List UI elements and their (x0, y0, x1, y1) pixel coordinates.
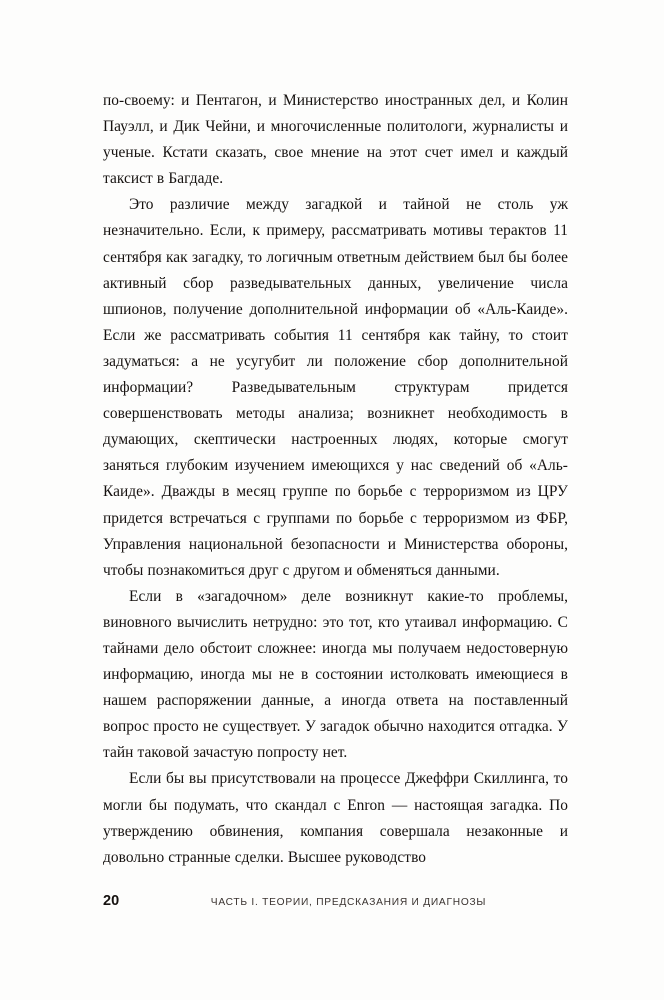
paragraph: Это различие между загадкой и тайной не столь уж незначительно. Если, к примеру, рассматривать мотивы терактов 11 сентября как загадку, то логичным ответным действием был бы более активный сбор разведывательных данных, увеличение числа шпионов, получение дополнительной информации об «Аль-Каиде». Если же рассматривать события 11 сентября как тайну, то стоит задуматься: а не усугубит ли положение сбор дополнительной информации? Разведывательным структурам придется совершенствовать методы анализа; возникнет необходимость в думающих, скептически настроенных людях, которые смогут заняться глубоким изучением имеющихся у нас сведений об «Аль-Каиде». Дважды в месяц группе по борьбе с терроризмом из ЦРУ придется встречаться с группами по борьбе с терроризмом из ФБР, Управления национальной безопасности и Министерства обороны, чтобы познакомиться друг с другом и обменяться данными. (103, 196, 568, 579)
page-number: 20 (103, 893, 120, 909)
running-head: ЧАСТЬ I. ТЕОРИИ, ПРЕДСКАЗАНИЯ И ДИАГНОЗЫ (210, 897, 487, 908)
body-text-column (103, 88, 568, 871)
page-footer (103, 893, 568, 909)
paragraph: по-своему: и Пентагон, и Министерство иностранных дел, и Колин Пауэлл, и Дик Чейни, и многочисленные политологи, журналисты и ученые. Кстати сказать, свое мнение на этот счет имел и каждый таксист в Багдаде. (103, 92, 568, 188)
paragraph: Если в «загадочном» деле возникнут какие-то проблемы, виновного вычислить нетрудно: это тот, кто утаивал информацию. С тайнами дело обстоит сложнее: иногда мы получаем недостоверную информацию, иногда мы не в состоянии истолковать имеющиеся в нашем распоряжении данные, а иногда ответа на поставленный вопрос просто не существует. У загадок обычно находится отгадка. У тайн таковой зачастую попросту нет. (103, 587, 568, 762)
paragraph: Если бы вы присутствовали на процессе Джеффри Скиллинга, то могли бы подумать, что скандал с Enron — настоящая загадка. По утверждению обвинения, компания совершала незаконные и довольно странные сделки. Высшее руководство (103, 770, 568, 866)
